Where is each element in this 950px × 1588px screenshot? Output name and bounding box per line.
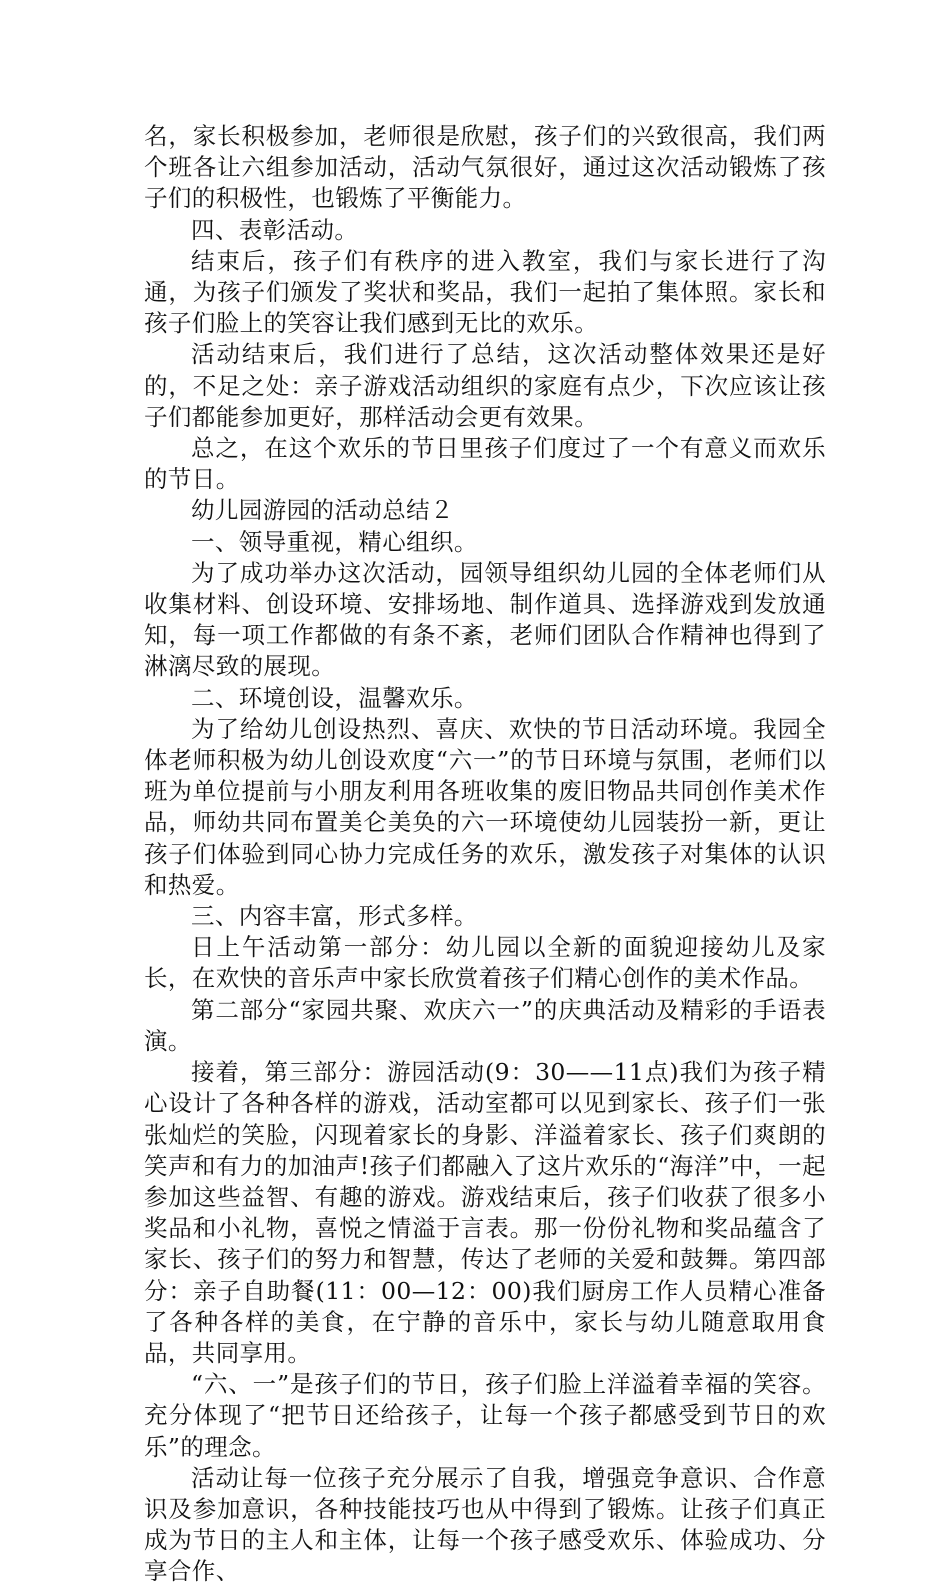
paragraph: 日上午活动第一部分：幼儿园以全新的面貌迎接幼儿及家长，在欢快的音乐声中家长欣赏着孩子们精心创作的美术作品。: [144, 933, 826, 993]
section-heading: 一、领导重视，精心组织。: [191, 527, 478, 556]
paragraph: 为了给幼儿创设热烈、喜庆、欢快的节日活动环境。我园全体老师积极为幼儿创设欢度“六一”的节日环境与氛围，老师们以班为单位提前与小朋友利用各班收集的废旧物品共同创作美术作品，师幼共同布置美仑美奂的六一环境使幼儿园装扮一新，更让孩子们体验到同心协力完成任务的欢乐，激发孩子对集体的认识和热爱。: [144, 714, 826, 899]
section-heading: 四、表彰活动。: [191, 215, 359, 244]
section-heading: 三、内容丰富，形式多样。: [191, 902, 478, 931]
article-title: 幼儿园游园的活动总结２: [191, 496, 454, 525]
document-body: [144, 121, 826, 1588]
paragraph: 第二部分“家园共聚、欢庆六一”的庆典活动及精彩的手语表演。: [144, 995, 826, 1055]
paragraph: “六、一”是孩子们的节日，孩子们脸上洋溢着幸福的笑容。充分体现了“把节日还给孩子，让每一个孩子都感受到节日的欢乐”的理念。: [144, 1370, 826, 1461]
paragraph: 结束后，孩子们有秩序的进入教室，我们与家长进行了沟通，为孩子们颁发了奖状和奖品，我们一起拍了集体照。家长和孩子们脸上的笑容让我们感到无比的欢乐。: [144, 246, 826, 338]
paragraph: 名，家长积极参加，老师很是欣慰，孩子们的兴致很高，我们两个班各让六组参加活动，活动气氛很好，通过这次活动锻炼了孩子们的积极性，也锻炼了平衡能力。: [144, 122, 826, 213]
section-heading: 二、环境创设，温馨欢乐。: [191, 683, 478, 712]
paragraph: 接着，第三部分：游园活动(9：30——11点)我们为孩子精心设计了各种各样的游戏，活动室都可以见到家长、孩子们一张张灿烂的笑脸，闪现着家长的身影、洋溢着家长、孩子们爽朗的笑声和有力的加油声!孩子们都融入了这片欢乐的“海洋”中，一起参加这些益智、有趣的游戏。游戏结束后，孩子们收获了很多小奖品和小礼物，喜悦之情溢于言表。那一份份礼物和奖品蕴含了家长、孩子们的努力和智慧，传达了老师的关爱和鼓舞。第四部分：亲子自助餐(11：00—12：00)我们厨房工作人员精心准备了各种各样的美食，在宁静的音乐中，家长与幼儿随意取用食品，共同享用。: [144, 1058, 826, 1367]
paragraph: 总之，在这个欢乐的节日里孩子们度过了一个有意义而欢乐的节日。: [144, 434, 826, 494]
paragraph: 为了成功举办这次活动，园领导组织幼儿园的全体老师们从收集材料、创设环境、安排场地、制作道具、选择游戏到发放通知，每一项工作都做的有条不紊，老师们团队合作精神也得到了淋漓尽致的展现。: [144, 558, 826, 681]
paragraph: 活动让每一位孩子充分展示了自我，增强竞争意识、合作意识及参加意识，各种技能技巧也从中得到了锻炼。让孩子们真正成为节日的主人和主体，让每一个孩子感受欢乐、体验成功、分享合作、: [144, 1463, 826, 1586]
paragraph: 活动结束后，我们进行了总结，这次活动整体效果还是好的，不足之处：亲子游戏活动组织的家庭有点少，下次应该让孩子们都能参加更好，那样活动会更有效果。: [144, 340, 826, 431]
